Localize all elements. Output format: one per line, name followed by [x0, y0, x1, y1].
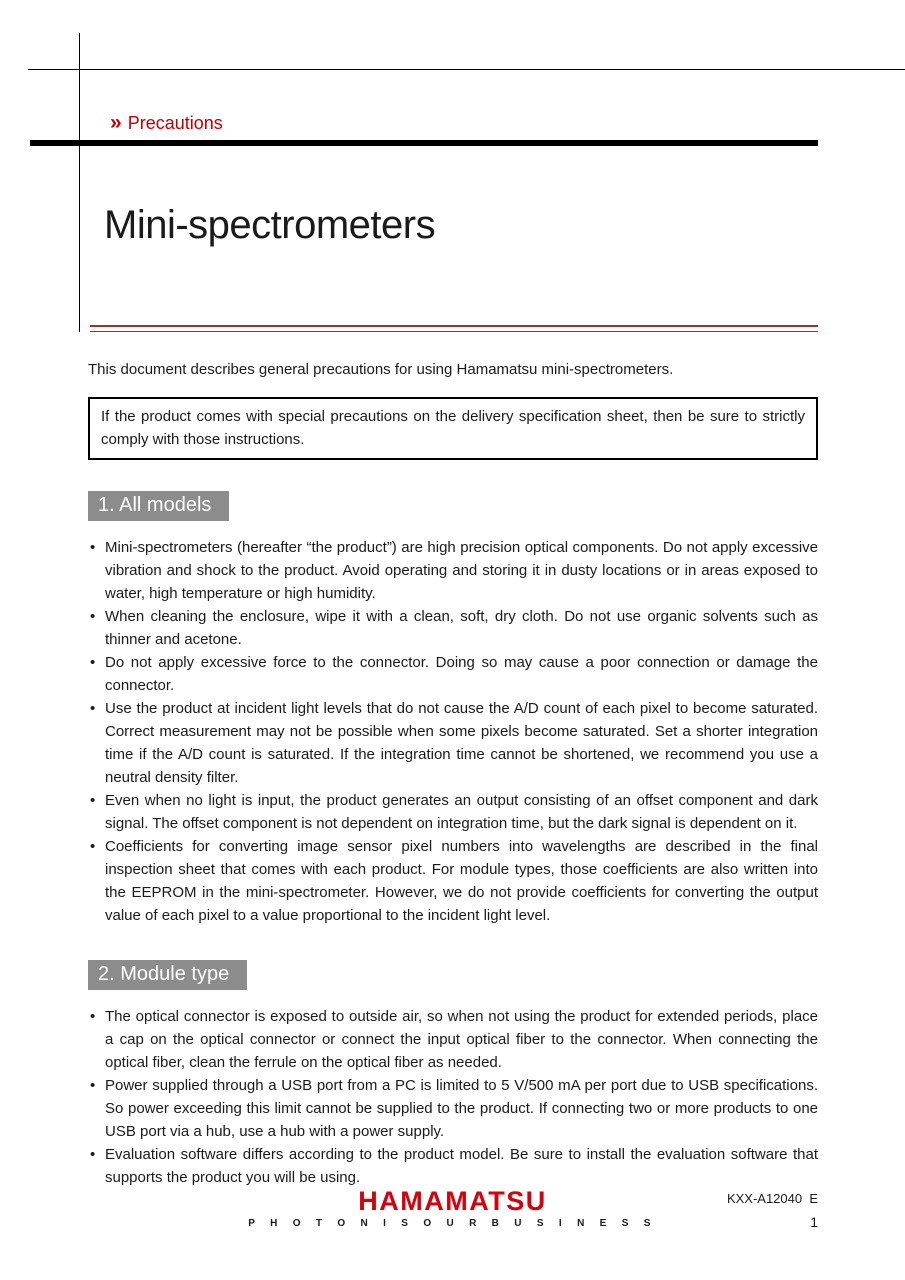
document-body [88, 358, 818, 1189]
list-item: • Evaluation software differs according to the product model. Be sure to install the evaluation software that supports the product you will be using. [88, 1143, 818, 1189]
double-red-rule [90, 325, 818, 332]
page-title: Mini-spectrometers [104, 203, 436, 247]
list-item: • Coefficients for converting image sensor pixel numbers into wavelengths are described in the final inspection sheet that comes with each product. For module types, those coefficients are also written into the EEPROM in the mini-spectrometer. However, we do not provide coefficients for converting the output value of each pixel to a value proportional to the incident light level. [88, 835, 818, 927]
page-number: 1 [810, 1214, 818, 1230]
thick-divider-rule [30, 140, 818, 146]
module-type-bullet-list [88, 1005, 818, 1189]
list-item: • The optical connector is exposed to outside air, so when not using the product for extended periods, place a cap on the optical connector or connect the input optical fiber to the connector. When connecting the optical fiber, clean the ferrule on the optical fiber as needed. [88, 1005, 818, 1074]
hamamatsu-logo-tagline: P H O T O N I S O U R B U S I N E S S [248, 1218, 657, 1229]
document-number: KXX-A12040 E [726, 1191, 818, 1206]
footer-right [727, 1191, 818, 1231]
list-item: • Power supplied through a USB port from a PC is limited to 5 V/500 mA per port due to USB specifications. So power exceeding this limit cannot be supplied to the product. If connecting two or more products to one USB port via a hub, use a hub with a power supply. [88, 1074, 818, 1143]
list-item: • Use the product at incident light levels that do not cause the A/D count of each pixel to become saturated. Correct measurement may not be possible when some pixels become saturated. Set a shorter integration time if the A/D count is saturated. If the integration time cannot be shortened, we recommend you use a neutral density filter. [88, 697, 818, 789]
list-item: • Mini-spectrometers (hereafter “the product”) are high precision optical components. Do not apply excessive vibration and shock to the product. Avoid operating and storing it in dusty locations or in areas exposed to water, high temperature or high humidity. [88, 536, 818, 605]
hamamatsu-logo-wordmark: HAMAMATSU [358, 1186, 547, 1216]
top-horizontal-rule [28, 69, 905, 70]
left-vertical-rule [79, 33, 80, 332]
eyebrow-heading [110, 112, 223, 134]
list-item: • When cleaning the enclosure, wipe it with a clean, soft, dry cloth. Do not use organic solvents such as thinner and acetone. [88, 605, 818, 651]
intro-paragraph: This document describes general precautions for using Hamamatsu mini-spectrometers. [88, 361, 674, 378]
hamamatsu-logo [248, 1188, 657, 1231]
list-item: • Even when no light is input, the product generates an output consisting of an offset component and dark signal. The offset component is not dependent on integration time, but the dark signal is dependent on it. [88, 789, 818, 835]
section-module-type [88, 960, 818, 1189]
list-item: • Do not apply excessive force to the connector. Doing so may cause a poor connection or damage the connector. [88, 651, 818, 697]
section-heading-all-models: 1. All models [88, 491, 229, 521]
eyebrow-label: Precautions [127, 113, 223, 133]
double-chevron-icon: » [110, 111, 120, 134]
note-box: If the product comes with special precautions on the delivery specification sheet, then be sure to strictly comply with those instructions. [88, 397, 818, 460]
section-heading-module-type: 2. Module type [88, 960, 247, 990]
all-models-bullet-list [88, 536, 818, 927]
section-all-models [88, 491, 818, 927]
